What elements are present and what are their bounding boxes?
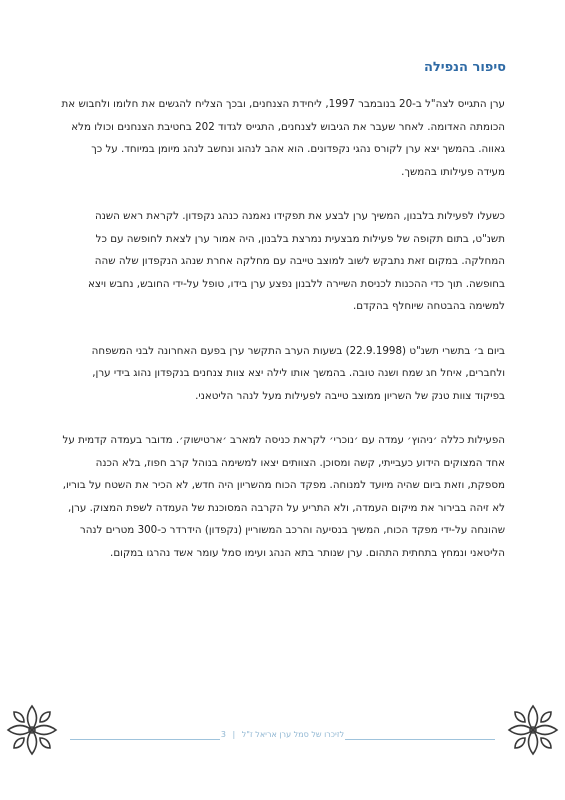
paragraph: כשעלו לפעילות בלבנון, המשיך ערן לבצע את תפקידו נאמנה כנהג נקפדון. לקראת ראש השנה תשנ"ט, בתום תקופה של פעילות מבצעית נמרצת בלבנון, היה אמור ערן לצאת לחופשה עם כל המחלקה. במקום זאת נתבקש לשוב למוצב טייבה עם מחלקה אחרת שנהג הנקפדון שלה שהה בחופשה. תוך כדי ההכנות לכניסת השיירה ללבנון נפצע ערן בידו, טופל על-ידי החובש, נחבש ויצא למשימה בהבטחה שיוחלף בהקדם.: [88, 210, 505, 312]
floral-ornament-icon: [503, 700, 563, 760]
page-number: 3: [220, 730, 226, 739]
paragraph: ערן התגייס לצה"ל ב-20 בנובמבר 1997, ליחידת הצנחנים, ובכך הצליח להגשים את חלומו ולחבוש את הכומתה האדומה. לאחר שעבר את הגיבוש לצנחנים, התגייס לגדוד 202 בחטיבת הצנחנים וכולו מלא גאווה. בהמשך יצא ערן לקורס נהגי נקפדונים. הוא אהב לנהוג ונחשב לנהג מיומן במיוחד. על כך מעידה פעילותו בהמשך.: [61, 98, 505, 178]
footer-separator: |: [232, 730, 236, 739]
footer-divider-right: [345, 739, 495, 740]
footer-divider-left: [70, 739, 220, 740]
paragraph: הפעילות כללה ׳ניהוץ׳ עמדה עם ׳נוכרי׳ לקראת כניסה למארב ׳ארטישוק׳. מדובר בעמדה קדמית על אחד המצוקים הידוע כעבייתי, קשה ומסוכן. הצוותים יצאו למשימה בנוהל קרב חפוז, בלא הכנה מספקת, וזאת ביום שהיה מיועד למנוחה. מפקד הכוח מהשריון היה חדש, לא הכיר את השטח על בוריו, לא זיהה בבירור את מיקום העמדה, ולא התריע על הקרבה המסוכנת של העמדה לשפת המצוק. ערן, שהונחה על-ידי מפקד הכוח, המשיך בנסיעה והרכב המשוריין (נקפדון) הידרדר כ-300 מטרים לנהר הליטאני ונמחץ בתחתית התהום. ערן שנותר בתא הנהג ועימו סמל עומר אשד נהרגו במקום.: [62, 434, 505, 559]
footer-caption: [0, 730, 565, 739]
section-title: סיפור הנפילה: [423, 60, 506, 75]
body-text: [61, 93, 505, 586]
footer-memorial-text: לזיכרו של סמל ערן אריאל ז"ל: [241, 730, 345, 739]
paragraph: ביום ב׳ בתשרי תשנ"ט (22.9.1998) בשעות הערב התקשר ערן בפעם האחרונה לבני המשפחה ולחברים, איחל חג שמח ושנה טובה. בהמשך אותו לילה יצא צוות צנחנים בנקפדון נהוג בידי ערן, בפיקוד צוות טנק של השריון ממוצב טייבה לפעילות מעל לנהר הליטאני.: [91, 344, 505, 402]
page-footer: [0, 728, 565, 748]
floral-ornament-icon: [2, 700, 62, 760]
